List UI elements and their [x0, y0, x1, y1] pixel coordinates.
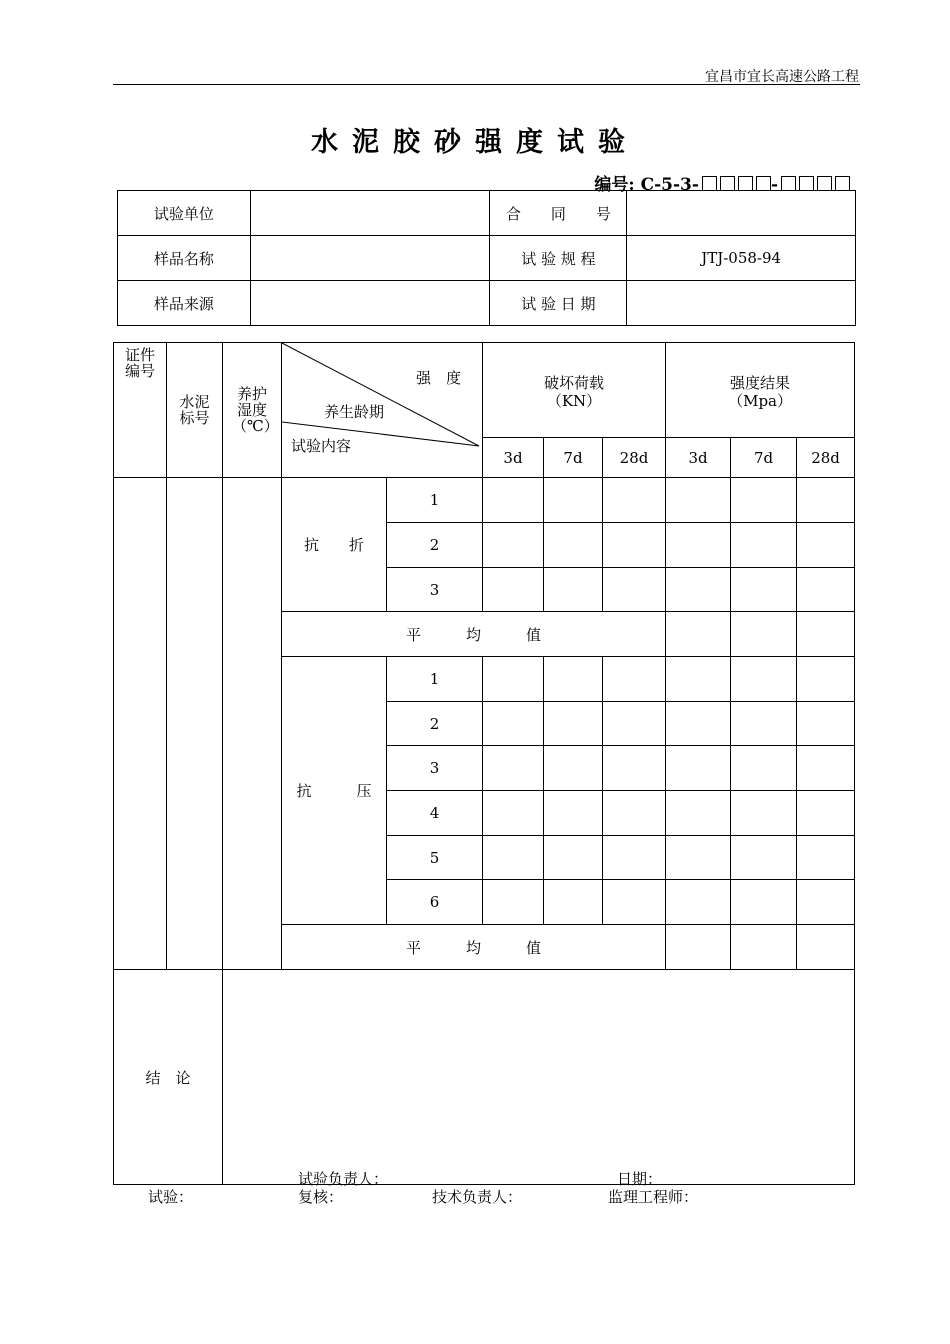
code-box	[720, 176, 735, 191]
contract-label: 合 同 号	[490, 191, 627, 236]
procedure-value: JTJ-058-94	[627, 236, 856, 281]
table-cell[interactable]	[666, 925, 731, 970]
test-table	[113, 342, 855, 1185]
table-cell[interactable]	[603, 791, 666, 836]
compressive-average-label: 平 均 值	[282, 925, 666, 970]
curing-humidity-header: 养护湿度（℃）	[223, 343, 282, 478]
table-cell[interactable]	[666, 568, 731, 612]
sample-name-value[interactable]	[250, 236, 490, 281]
footer-tester: 试验：	[148, 1188, 194, 1206]
table-cell[interactable]	[544, 791, 603, 836]
diag-strength-label: 强 度	[416, 369, 462, 387]
table-cell[interactable]	[797, 880, 855, 925]
table-cell[interactable]	[731, 568, 797, 612]
table-cell[interactable]	[603, 478, 666, 523]
compressive-row-no: 6	[387, 880, 483, 925]
table-cell[interactable]	[731, 880, 797, 925]
diagonal-header-cell	[282, 343, 483, 478]
code-box	[756, 176, 771, 191]
diag-age-label: 养生龄期	[324, 403, 385, 421]
load-age-7d: 7d	[544, 438, 603, 478]
table-cell[interactable]	[666, 657, 731, 702]
table-cell[interactable]	[731, 791, 797, 836]
table-cell[interactable]	[731, 478, 797, 523]
code-box	[817, 176, 832, 191]
table-cell[interactable]	[731, 612, 797, 657]
table-cell[interactable]	[666, 478, 731, 523]
unit-label: 试验单位	[118, 191, 251, 236]
footer-reviewer: 复核：	[298, 1188, 344, 1206]
sample-source-value[interactable]	[250, 281, 490, 326]
table-cell[interactable]	[797, 657, 855, 702]
table-cell[interactable]	[731, 702, 797, 746]
code-box	[835, 176, 850, 191]
table-cell[interactable]	[544, 746, 603, 791]
table-cell[interactable]	[797, 523, 855, 568]
table-cell[interactable]	[666, 791, 731, 836]
contract-value[interactable]	[627, 191, 856, 236]
cert-no-cell[interactable]	[114, 478, 167, 970]
sample-name-label: 样品名称	[118, 236, 251, 281]
compressive-label: 抗 压	[282, 657, 387, 925]
table-cell[interactable]	[666, 836, 731, 880]
curing-humidity-cell[interactable]	[223, 478, 282, 970]
table-cell[interactable]	[666, 746, 731, 791]
code-box	[799, 176, 814, 191]
project-name: 宜昌市宜长高速公路工程	[705, 69, 859, 85]
table-cell[interactable]	[544, 478, 603, 523]
table-cell[interactable]	[603, 702, 666, 746]
code-dash: -	[770, 175, 778, 195]
table-cell[interactable]	[483, 746, 544, 791]
table-cell[interactable]	[797, 746, 855, 791]
footer-supervisor: 监理工程师：	[608, 1188, 699, 1206]
conclusion-label: 结 论	[114, 970, 223, 1185]
table-cell[interactable]	[666, 612, 731, 657]
table-cell[interactable]	[731, 836, 797, 880]
page-title: 水泥胶砂强度试验	[311, 127, 639, 158]
flexural-average-label: 平 均 值	[282, 612, 666, 657]
flexural-label: 抗 折	[282, 478, 387, 612]
table-cell[interactable]	[603, 746, 666, 791]
code-box	[702, 176, 717, 191]
table-cell[interactable]	[731, 746, 797, 791]
table-cell[interactable]	[483, 791, 544, 836]
conclusion-value[interactable]	[223, 970, 855, 1185]
table-cell[interactable]	[797, 791, 855, 836]
table-cell[interactable]	[797, 612, 855, 657]
load-header: 破坏荷载 （KN）	[483, 343, 666, 438]
table-cell[interactable]	[603, 523, 666, 568]
table-cell[interactable]	[666, 880, 731, 925]
table-cell[interactable]	[544, 880, 603, 925]
code-label: 编号: C-5-3-	[594, 175, 699, 195]
table-cell[interactable]	[797, 478, 855, 523]
table-cell[interactable]	[483, 478, 544, 523]
table-cell[interactable]	[731, 657, 797, 702]
diag-content-label: 试验内容	[291, 437, 352, 455]
result-age-7d: 7d	[731, 438, 797, 478]
cert-no-header: 证件编号	[114, 343, 167, 478]
compressive-row-no: 5	[387, 836, 483, 880]
table-cell[interactable]	[603, 836, 666, 880]
table-cell[interactable]	[483, 523, 544, 568]
date-label: 试 验 日 期	[490, 281, 627, 326]
table-cell[interactable]	[483, 880, 544, 925]
header-divider	[113, 84, 860, 85]
date-value[interactable]	[627, 281, 856, 326]
cement-grade-cell[interactable]	[167, 478, 223, 970]
compressive-row-no: 3	[387, 746, 483, 791]
info-table	[117, 190, 856, 326]
unit-value[interactable]	[250, 191, 490, 236]
sample-source-label: 样品来源	[118, 281, 251, 326]
table-cell[interactable]	[797, 702, 855, 746]
table-cell[interactable]	[666, 702, 731, 746]
footer-tech-lead: 技术负责人：	[432, 1188, 523, 1206]
table-cell[interactable]	[731, 925, 797, 970]
code-box	[781, 176, 796, 191]
table-cell[interactable]	[666, 523, 731, 568]
flexural-row-no: 2	[387, 523, 483, 568]
conclusion-date-label: 日期：	[617, 1170, 663, 1188]
table-cell[interactable]	[797, 925, 855, 970]
table-cell[interactable]	[603, 880, 666, 925]
table-cell[interactable]	[797, 836, 855, 880]
tester-in-charge-label: 试验负责人：	[298, 1170, 389, 1188]
table-cell[interactable]	[731, 523, 797, 568]
result-age-3d: 3d	[666, 438, 731, 478]
table-cell[interactable]	[797, 568, 855, 612]
table-cell[interactable]	[544, 568, 603, 612]
compressive-row-no: 1	[387, 657, 483, 702]
table-cell[interactable]	[544, 657, 603, 702]
code-box	[738, 176, 753, 191]
table-cell[interactable]	[544, 702, 603, 746]
table-cell[interactable]	[483, 702, 544, 746]
procedure-label: 试 验 规 程	[490, 236, 627, 281]
result-header: 强度结果 （Mpa）	[666, 343, 855, 438]
flexural-row-no: 1	[387, 478, 483, 523]
compressive-row-no: 4	[387, 791, 483, 836]
table-cell[interactable]	[544, 523, 603, 568]
table-cell[interactable]	[603, 568, 666, 612]
cement-grade-header: 水泥标号	[167, 343, 223, 478]
flexural-row-no: 3	[387, 568, 483, 612]
load-age-28d: 28d	[603, 438, 666, 478]
result-age-28d: 28d	[797, 438, 855, 478]
table-cell[interactable]	[483, 836, 544, 880]
table-cell[interactable]	[603, 657, 666, 702]
compressive-row-no: 2	[387, 702, 483, 746]
table-cell[interactable]	[483, 568, 544, 612]
table-cell[interactable]	[544, 836, 603, 880]
table-cell[interactable]	[483, 657, 544, 702]
load-age-3d: 3d	[483, 438, 544, 478]
